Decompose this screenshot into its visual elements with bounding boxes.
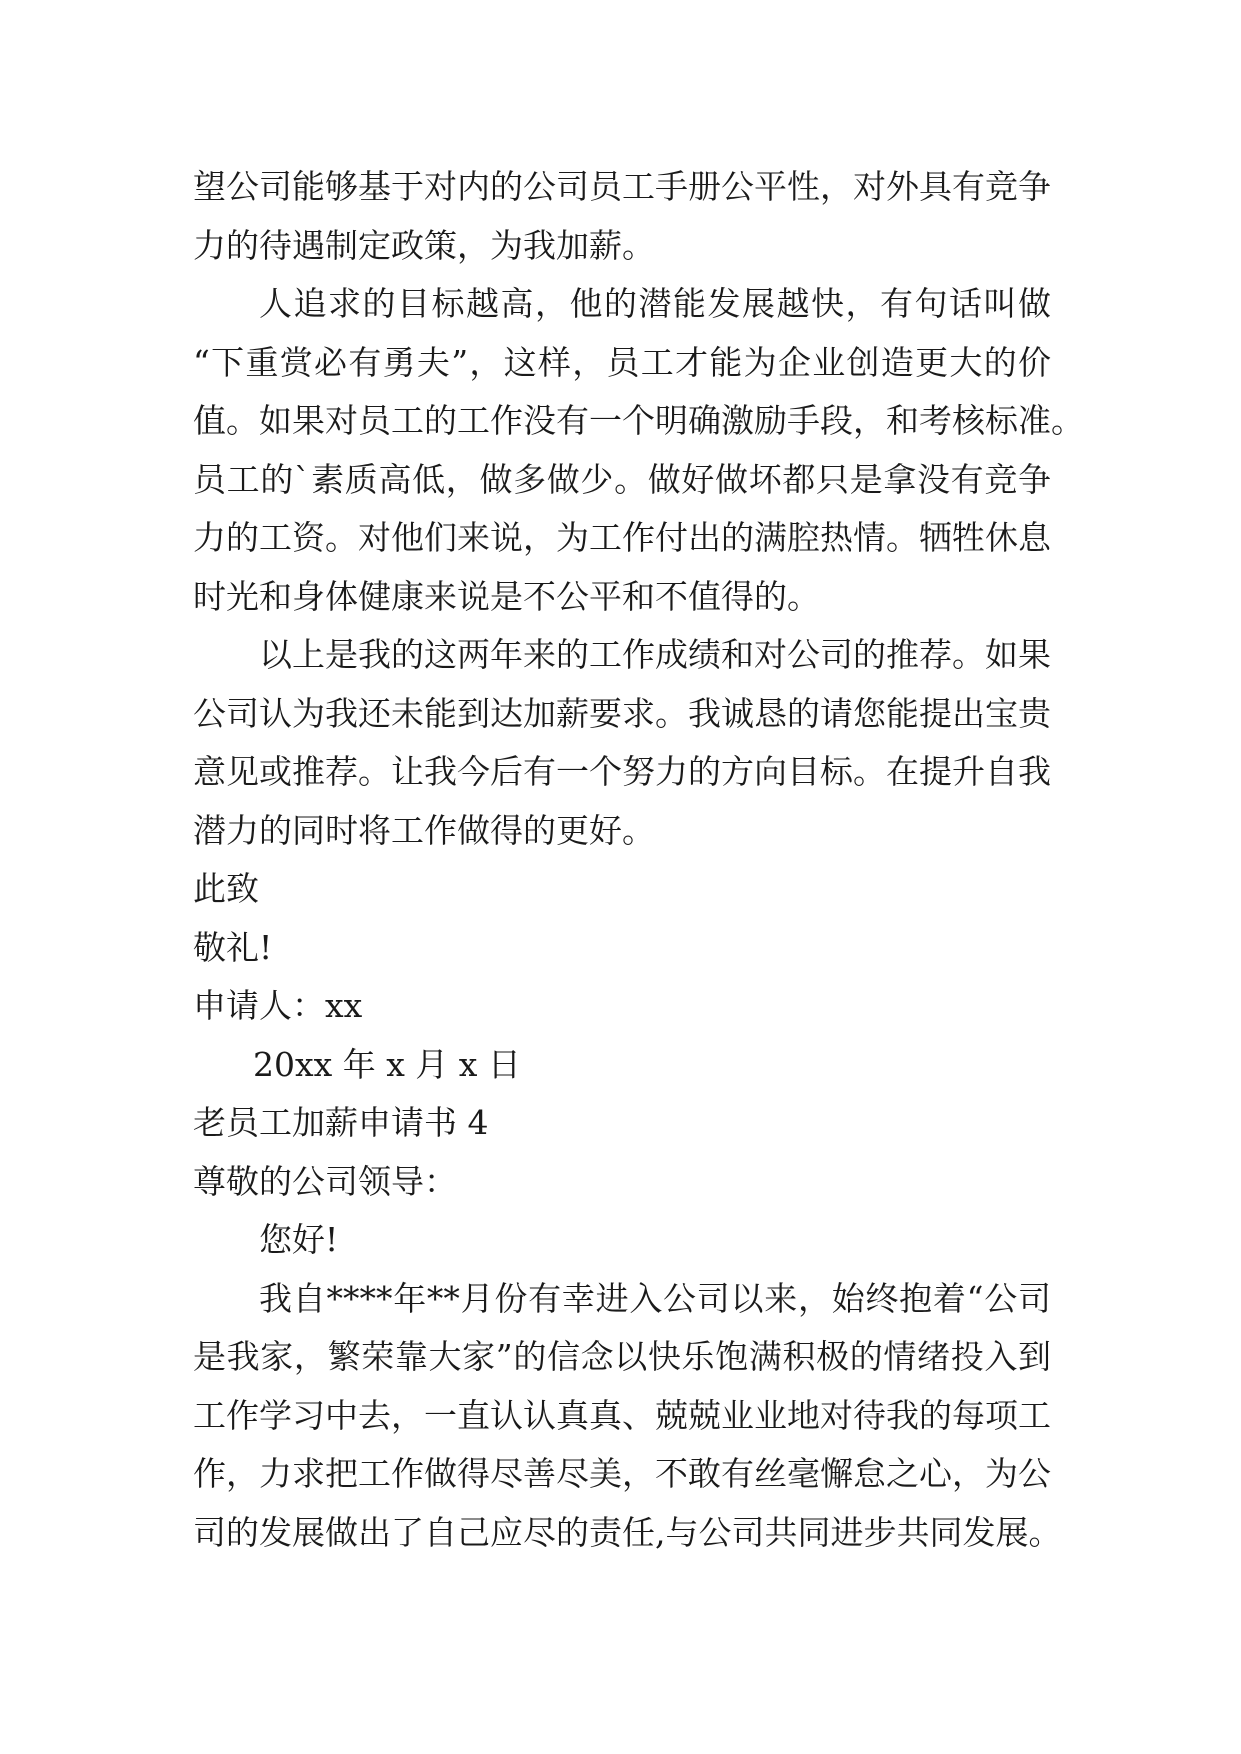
text-line: 望公司能够基于对内的公司员工手册公平性，对外具有竞争 [193, 167, 1051, 206]
text-line: 意见或推荐。让我今后有一个努力的方向目标。在提升自我 [193, 752, 1051, 791]
applicant-line: 申请人：xx [193, 986, 363, 1025]
text-line: 公司认为我还未能到达加薪要求。我诚恳的请您能提出宝贵 [193, 693, 1051, 733]
text-line: 值。如果对员工的工作没有一个明确激励手段，和考核标准。 [193, 401, 1084, 440]
text-line: 司的发展做出了自己应尽的责任,与公司共同进步共同发展。 [193, 1512, 1062, 1552]
text-line: 力的待遇制定政策，为我加薪。 [193, 225, 655, 265]
text-line: 是我家，繁荣靠大家”的信念以快乐饱满积极的情绪投入到 [193, 1337, 1051, 1376]
text-line: 作，力求把工作做得尽善尽美，不敢有丝毫懈怠之心，为公 [193, 1454, 1051, 1493]
paragraph-start-line: 我自****年**月份有幸进入公司以来，始终抱着“公司 [259, 1278, 1051, 1318]
paragraph-start-line: 以上是我的这两年来的工作成绩和对公司的推荐。如果 [259, 635, 1051, 674]
paragraph-start-line: 人追求的目标越高，他的潜能发展越快，有句话叫做 [259, 284, 1051, 323]
greeting-line: 您好! [259, 1220, 339, 1259]
text-line: “下重赏必有勇夫”，这样，员工才能为企业创造更大的价 [193, 342, 1051, 382]
text-line: 力的工资。对他们来说，为工作付出的满腔热情。牺牲休息 [193, 518, 1051, 557]
closing-salutation: 此致 [193, 869, 259, 908]
text-line: 潜力的同时将工作做得的更好。 [193, 810, 655, 850]
document-page [193, 158, 1084, 1562]
date-line: 20xx 年 x 月 x 日 [253, 1044, 521, 1084]
closing-regards: 敬礼! [193, 927, 273, 967]
section-title: 老员工加薪申请书 4 [193, 1103, 489, 1142]
text-line: 员工的`素质高低，做多做少。做好做坏都只是拿没有竞争 [193, 459, 1051, 499]
text-line: 时光和身体健康来说是不公平和不值得的。 [193, 576, 820, 616]
letter-salutation: 尊敬的公司领导： [193, 1161, 457, 1201]
text-line: 工作学习中去，一直认认真真、兢兢业业地对待我的每项工 [193, 1395, 1051, 1435]
